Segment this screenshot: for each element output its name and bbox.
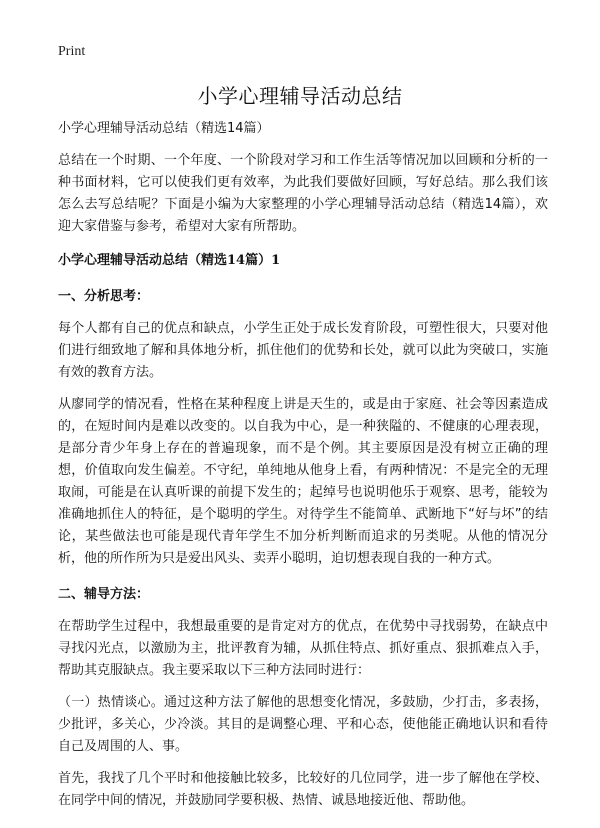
page-title: 小学心理辅导活动总结	[197, 84, 403, 108]
part2-paragraph-1: 在帮助学生过程中，我想最重要的是肯定对方的优点，在优势中寻找弱势，在缺点中寻找闪光点，以激励为主，批评教育为辅，从抓住特点、抓好重点、狠抓难点入手，帮助其克服缺点。我主要采取以下三种方法同时进行：	[58, 619, 548, 678]
part1-heading: 一、分析思考：	[58, 289, 150, 304]
section-title: 小学心理辅导活动总结（精选14篇）1	[58, 253, 281, 268]
part1-paragraph-2: 从廖同学的情况看，性格在某种程度上讲是天生的，或是由于家庭、社会等因素造成的，在短时间内是难以改变的。以自我为中心，是一种狭隘的、不健康的心理表现，是部分青少年身上存在的普遍现象，而不是个例。其主要原因是没有树立正确的理想，价值取向发生偏差。不守纪，单纯地从他身上看，有两种情况：不是完全的无理取闹，可能是在认真听课的前提下发生的；起绰号也说明他乐于观察、思考，能较为准确地抓住人的特征，是个聪明的学生。对待学生不能简单、武断地下“好与坏”的结论，某些做法也可能是现代青年学生不加分析判断而追求的另类呢。从他的情况分析，他的所作所为只是爱出风头、卖弄小聪明，迫切想表现自我的一种方式。	[58, 397, 548, 566]
part1-paragraph-1: 每个人都有自己的优点和缺点，小学生正处于成长发育阶段，可塑性很大，只要对他们进行细致地了解和具体地分析，抓住他们的优势和长处，就可以此为突破口，实施有效的教育方法。	[58, 321, 548, 380]
intro-paragraph: 总结在一个时期、一个年度、一个阶段对学习和工作生活等情况加以回顾和分析的一种书面材料，它可以使我们更有效率，为此我们要做好回顾，写好总结。那么我们该怎么去写总结呢？下面是小编为大家整理的小学心理辅导活动总结（精选14篇），欢迎大家借鉴与参考，希望对大家有所帮助。	[58, 153, 548, 234]
article-subtitle: 小学心理辅导活动总结（精选14篇）	[58, 121, 270, 136]
part2-heading: 二、辅导方法：	[58, 587, 150, 602]
part2-paragraph-2: （一）热情谈心。通过这种方法了解他的思想变化情况，多鼓励，少打击，多表扬，少批评，多关心，少冷淡。其目的是调整心理、平和心态，使他能正确地认识和看待自己及周围的人、事。	[58, 695, 548, 754]
print-link[interactable]: Print	[58, 44, 86, 59]
article-body	[58, 118, 548, 822]
part2-paragraph-3: 首先，我找了几个平时和他接触比较多，比较好的几位同学，进一步了解他在学校、在同学中间的情况，并鼓励同学要积极、热情、诚恳地接近他、帮助他。	[58, 771, 548, 808]
